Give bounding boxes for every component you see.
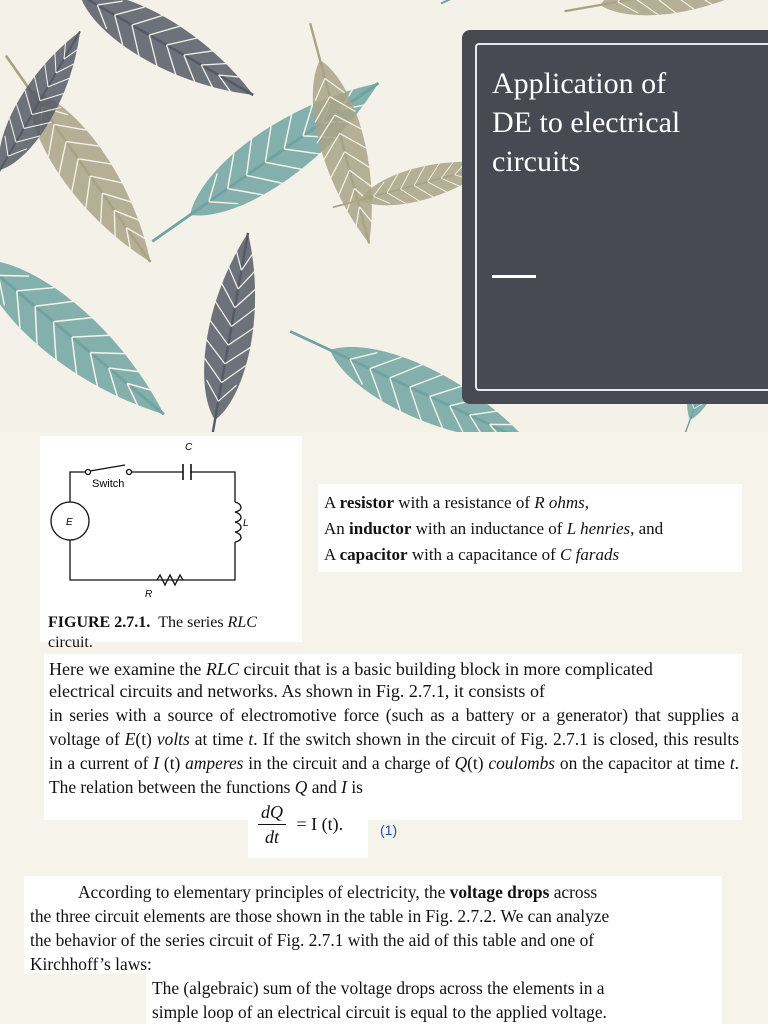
kirchhoff-line-2: the three circuit elements are those shown in the table in Fig. 2.7.2. We can analyze — [30, 906, 610, 926]
switch-contact-right — [127, 470, 132, 475]
text: across — [549, 882, 598, 902]
text: and — [307, 777, 342, 797]
capacitor-plates — [183, 464, 191, 480]
def-unit: ohms — [544, 493, 585, 512]
def-symbol: R — [534, 493, 545, 512]
figure-text-end: circuit. — [48, 634, 93, 651]
text: in the circuit and a charge of — [243, 753, 455, 773]
slide-title-line-1: Application of — [492, 67, 667, 100]
slide-title-line-3: circuits — [492, 145, 581, 178]
inductor-coil — [235, 502, 241, 542]
equation-1 — [258, 800, 343, 849]
intro-paragraph — [49, 658, 739, 702]
kirchhoff-law-statement — [152, 976, 722, 1024]
def-text: with a capacitance of — [407, 545, 561, 564]
feather-5 — [183, 228, 273, 432]
def-article: A — [324, 493, 340, 512]
kirchhoff-line-1 — [30, 880, 710, 904]
law-line-2: simple loop of an electrical circuit is equal to the applied voltage. — [152, 1002, 607, 1022]
equation-rhs: = I (t). — [296, 814, 344, 834]
text: (t) — [467, 753, 484, 773]
text: . The relation between the functions — [49, 753, 740, 797]
figure-text: The series — [158, 614, 228, 631]
slide-title-line-2: DE to electrical — [492, 106, 681, 139]
equation-numerator: dQ — [258, 800, 286, 825]
rlc-term: RLC — [205, 659, 239, 679]
switch-contact-left — [86, 470, 91, 475]
symbol-t: t — [248, 729, 254, 749]
wire-left-top — [70, 472, 85, 502]
equation-number: (1) — [380, 822, 398, 838]
label-c: C — [185, 442, 193, 453]
def-symbol: L — [566, 519, 576, 538]
rlc-circuit-diagram — [45, 440, 295, 605]
def-article: A — [324, 545, 340, 564]
def-text: with a resistance of — [394, 493, 535, 512]
kirchhoff-line-3: the behavior of the series circuit of Fig. 2.7.1 with the aid of this table and one of — [30, 930, 595, 950]
label-l: L — [243, 518, 249, 529]
law-line-1: The (algebraic) sum of the voltage drops across the elements in a — [152, 978, 605, 998]
figure-label: FIGURE 2.7.1. — [48, 614, 151, 631]
unit-amperes: amperes — [180, 753, 244, 773]
text: . If the switch shown in the circuit of Fig. 2.7.1 is closed, this results in a current of — [49, 729, 739, 773]
kirchhoff-intro-paragraph — [30, 880, 710, 976]
title-card — [462, 30, 768, 404]
def-term: capacitor — [339, 545, 408, 564]
text: circuit that is a basic building block in more complicated — [238, 659, 653, 679]
circuit-description-paragraph — [49, 703, 739, 799]
symbol-q: Q — [454, 753, 468, 773]
text: Here we examine the — [49, 659, 206, 679]
def-unit: henries — [575, 519, 631, 538]
symbol-i: I — [341, 777, 347, 797]
figure-rlc: RLC — [227, 614, 257, 631]
symbol-i: I — [153, 753, 160, 773]
definition-capacitor — [324, 542, 663, 568]
text: on the capacitor at time — [555, 753, 730, 773]
definition-inductor — [324, 516, 663, 542]
switch-lever — [90, 465, 125, 471]
symbol-q: Q — [294, 777, 308, 797]
def-end: , — [584, 493, 590, 512]
def-text: with an inductance of — [411, 519, 567, 538]
wire-top-right — [191, 472, 235, 502]
slide-title — [492, 64, 742, 181]
text: (t) — [159, 753, 181, 773]
equation-denominator: dt — [264, 827, 279, 847]
def-end: , and — [630, 519, 664, 538]
feather-9 — [432, 0, 624, 23]
wire-bottom-left — [70, 540, 139, 580]
figure-caption — [48, 613, 306, 653]
symbol-t: t — [729, 753, 735, 773]
text: is — [346, 777, 363, 797]
def-term: resistor — [339, 493, 395, 512]
feather-1 — [0, 39, 174, 278]
element-definitions — [324, 490, 663, 568]
definition-resistor — [324, 490, 663, 516]
label-e: E — [66, 517, 73, 528]
def-article: An — [324, 519, 350, 538]
text: at time — [189, 729, 249, 749]
label-r: R — [145, 589, 153, 600]
def-symbol: C — [560, 545, 572, 564]
intro-line-1 — [49, 658, 739, 680]
def-term: inductor — [349, 519, 412, 538]
kirchhoff-line-4: Kirchhoff’s laws: — [30, 954, 152, 974]
unit-coulombs: coulombs — [483, 753, 556, 773]
title-accent-dash — [492, 275, 536, 278]
equation-fraction — [258, 800, 286, 849]
text: According to elementary principles of electricity, the — [78, 882, 450, 902]
hero-background — [0, 0, 768, 432]
unit-volts: volts — [151, 729, 190, 749]
symbol-e: E — [124, 729, 136, 749]
text: (t) — [135, 729, 152, 749]
intro-line-2: electrical circuits and networks. As shown in Fig. 2.7.1, it consists of — [49, 681, 545, 701]
text: in series with a source of electromotive force (such as a battery or a generator) that supplies a voltage of — [49, 705, 739, 749]
label-switch: Switch — [92, 478, 125, 490]
voltage-drops-term: voltage drops — [449, 882, 550, 902]
def-unit: farads — [571, 545, 620, 564]
wire-bottom-right — [157, 542, 235, 580]
